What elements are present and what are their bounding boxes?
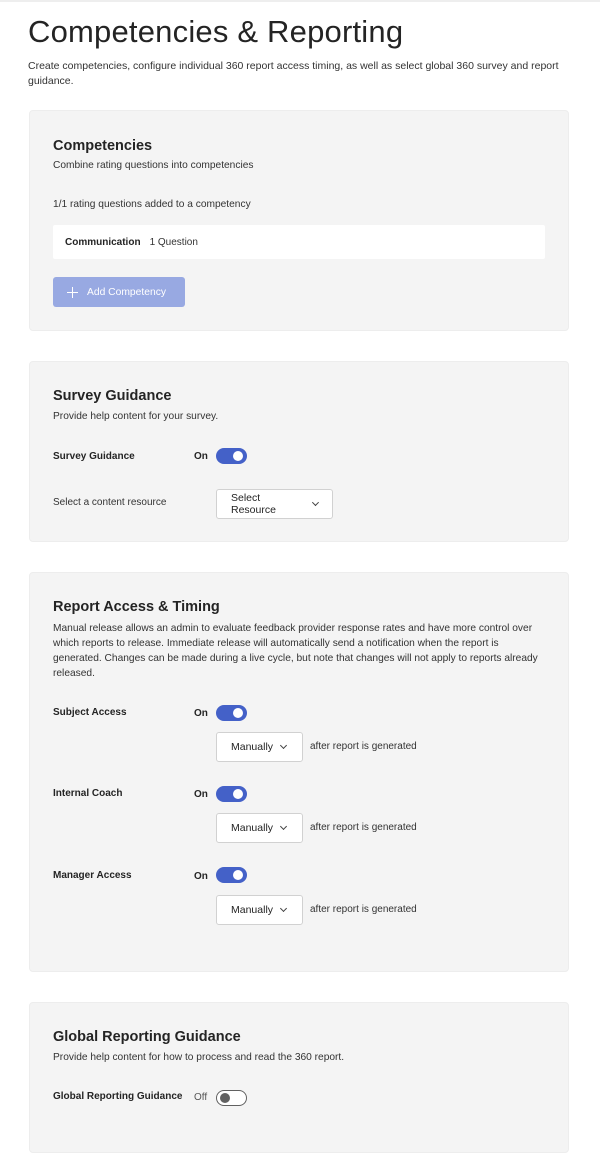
competencies-title: Competencies — [53, 138, 153, 154]
subject-access-label: Subject Access — [53, 707, 127, 718]
subject-access-timing: Manually — [231, 741, 274, 753]
manager-access-timing-dropdown[interactable] — [216, 895, 303, 925]
survey-guidance-label: Survey Guidance — [53, 451, 135, 462]
global-reporting-subtitle: Provide help content for how to process and read the 360 report. — [53, 1052, 345, 1063]
competencies-card — [29, 110, 569, 331]
add-competency-button[interactable] — [53, 277, 185, 307]
chevron-down-icon — [312, 499, 319, 506]
report-access-card — [29, 572, 569, 972]
manager-access-timing: Manually — [231, 904, 274, 916]
internal-coach-timing-dropdown[interactable] — [216, 813, 303, 843]
subject-access-toggle[interactable] — [216, 705, 247, 721]
global-reporting-toggle[interactable] — [216, 1090, 247, 1106]
competencies-progress: 1/1 rating questions added to a competency — [53, 199, 251, 210]
competency-row[interactable] — [53, 225, 545, 259]
add-competency-label: Add Competency — [87, 286, 166, 298]
content-resource-label: Select a content resource — [53, 497, 167, 508]
subject-access-after-text: after report is generated — [310, 741, 417, 752]
survey-guidance-subtitle: Provide help content for your survey. — [53, 411, 219, 422]
survey-guidance-state: On — [194, 451, 208, 462]
internal-coach-label: Internal Coach — [53, 788, 123, 799]
survey-guidance-card — [29, 361, 569, 542]
chevron-down-icon — [280, 823, 287, 830]
chevron-down-icon — [280, 742, 287, 749]
manager-access-state: On — [194, 871, 208, 882]
report-access-title: Report Access & Timing — [53, 599, 220, 615]
manager-access-after-text: after report is generated — [310, 904, 417, 915]
select-resource-dropdown[interactable] — [216, 489, 333, 519]
chevron-down-icon — [280, 905, 287, 912]
select-resource-label: Select Resource — [231, 492, 276, 516]
plus-icon — [67, 287, 78, 298]
competencies-subtitle: Combine rating questions into competencies — [53, 160, 254, 171]
manager-access-label: Manager Access — [53, 870, 132, 881]
global-reporting-card — [29, 1002, 569, 1153]
global-reporting-title: Global Reporting Guidance — [53, 1029, 241, 1045]
subject-access-timing-dropdown[interactable] — [216, 732, 303, 762]
internal-coach-toggle[interactable] — [216, 786, 247, 802]
manager-access-toggle[interactable] — [216, 867, 247, 883]
global-reporting-state: Off — [194, 1092, 208, 1103]
subject-access-state: On — [194, 708, 208, 719]
top-divider — [0, 0, 600, 2]
report-access-description: Manual release allows an admin to evaluate feedback provider response rates and have more control over which reports to release. Immediate release will automatically send a notification when the report is generated. Changes can be made during a live cycle, but note that changes will not apply to reports already released. — [53, 623, 538, 679]
page-description: Create competencies, configure individual 360 report access timing, as well as select global 360 survey and report guidance. — [28, 60, 559, 87]
survey-guidance-title: Survey Guidance — [53, 388, 172, 404]
competency-question-count: 1 Question — [149, 236, 198, 248]
global-reporting-label: Global Reporting Guidance — [53, 1091, 183, 1102]
internal-coach-after-text: after report is generated — [310, 822, 417, 833]
internal-coach-timing: Manually — [231, 822, 274, 834]
survey-guidance-toggle[interactable] — [216, 448, 247, 464]
competency-name: Communication — [65, 236, 141, 248]
page-title: Competencies & Reporting — [28, 14, 404, 49]
internal-coach-state: On — [194, 789, 208, 800]
